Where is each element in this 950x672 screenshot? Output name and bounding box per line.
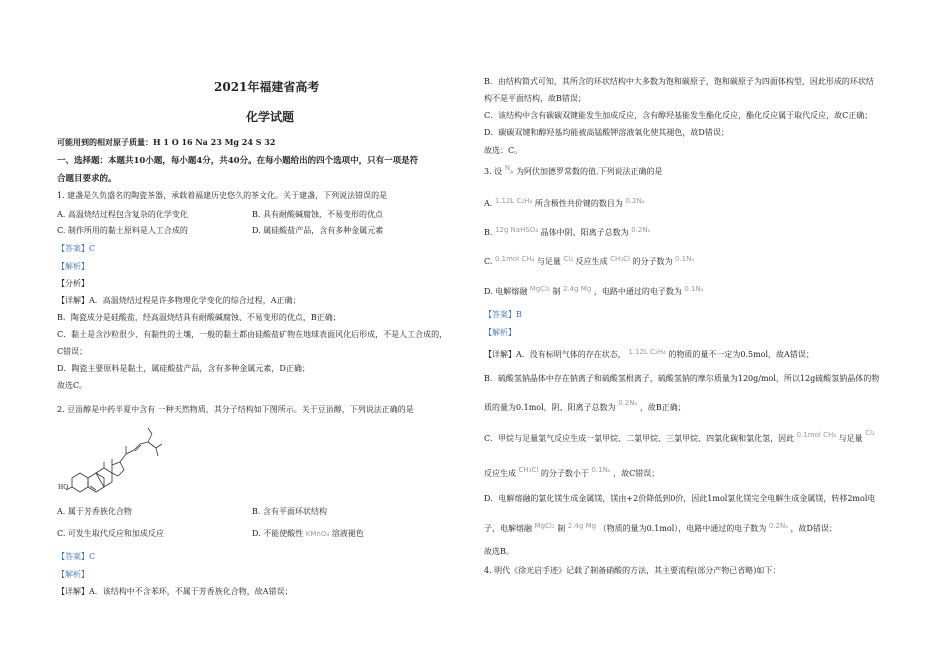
q3-na-sub: A <box>509 170 514 176</box>
q2-option-d-formula: KMnO₄ <box>305 530 330 538</box>
q3-detail-c-formula4: 0.1Nₐ <box>591 466 611 474</box>
q2-detail-b-line2: 构不是平面结构，故B错误； <box>484 94 586 103</box>
q3-option-c-formula3: CH₃Cl <box>610 255 630 263</box>
q1-option-b: B. 具有耐酸碱腐蚀、不易变形的优点 <box>252 210 383 219</box>
q3-option-d-text1: 制 <box>552 287 561 296</box>
q3-na-symbol: N <box>504 164 510 172</box>
q1-option-c: C. 制作所用的黏土原料是人工合成的 <box>57 226 188 235</box>
q1-fenxi-tag: 【分析】 <box>57 279 89 288</box>
q3-option-b <box>484 228 650 238</box>
q2-analysis-tag: 【解析】 <box>57 570 89 579</box>
q3-option-c-text2: 反应生成 <box>575 257 608 266</box>
q1-option-a: A. 高温烧结过程包含复杂的化学变化 <box>57 210 188 219</box>
q3-option-d <box>484 287 704 297</box>
q3-option-b-formula2: 0.2Nₐ <box>631 226 651 234</box>
q3-detail-c-line2 <box>484 466 660 479</box>
q3-detail-b-text1: 质的量为0.1mol，阴、阳离子总数为 <box>484 403 616 412</box>
q3-detail-c-text3: 反应生成 <box>484 469 516 478</box>
q2-detail-c: C．该结构中含有碳碳双键能发生加成反应，含有醇羟基能发生酯化反应，酯化反应属于取代反应，故C正确； <box>484 111 873 120</box>
q3-option-d-text2: ，电路中通过的电子数为 <box>593 287 682 296</box>
q3-option-b-formula1: 12g NaHSO₄ <box>494 226 539 234</box>
q3-detail-a-formula: 1.12L C₂H₄ <box>628 348 666 356</box>
atomic-mass-line: 可能用到的相对原子质量：H 1 O 16 Na 23 Mg 24 S 32 <box>57 137 276 147</box>
q3-option-a <box>484 199 645 209</box>
q3-detail-d-line2 <box>484 524 837 534</box>
q3-detail-c-text4: 的分子数小于 <box>540 469 589 478</box>
q3-detail-b-formula: 0.2Nₐ <box>618 399 638 407</box>
q2-ho-label: HO <box>58 484 69 491</box>
q4-stem: 4. 明代《徐光启手迹》记载了制备硝酸的方法，其主要流程(部分产物已省略)如下： <box>484 566 781 575</box>
q2-option-c: C. 可发生取代反应和加成反应 <box>57 529 164 538</box>
q3-detail-d-text1: 子，电解熔融 <box>484 524 532 533</box>
q3-option-a-formula1: 1.12L C₂H₄ <box>494 197 533 205</box>
section1-heading-line2: 合题目要求的。 <box>57 174 117 184</box>
q3-detail-d-line1: D．电解熔融的氯化镁生成金属镁，镁由+2价降低到0价，因此1mol氯化镁完全电解生成金属镁，转移2mol电 <box>484 494 876 503</box>
q2-detail-d: D．碳碳双键和醇羟基均能被高锰酸钾溶液氧化使其褪色，故D错误； <box>484 128 729 137</box>
q1-conclusion: 故选C。 <box>57 381 88 390</box>
q3-detail-b-text2: ，故B正确； <box>639 403 686 412</box>
stigmasterol-structure-image <box>60 420 170 495</box>
q3-detail-a-text1: 【详解】A．没有标明气体的存在状态， <box>484 350 626 359</box>
q3-detail-c-formula3: CH₃Cl <box>518 466 539 474</box>
q2-option-d <box>252 529 364 539</box>
q3-detail-d-text2: 制 <box>557 524 566 533</box>
q3-stem-pre: 3. 设 <box>484 167 503 176</box>
q3-option-d-formula2: 2.4g Mg <box>562 285 592 293</box>
q1-answer: 【答案】C <box>57 244 96 253</box>
q3-detail-d-formula2: 2.4g Mg <box>567 522 597 530</box>
q2-option-a: A. 属于芳香族化合物 <box>57 507 132 516</box>
exam-subtitle: 化学试题 <box>246 110 295 124</box>
q2-stem: 2. 豆甾醇是中药半夏中含有 一种天然物质，其分子结构如下图所示。关于豆甾醇，下列说法正确的是 <box>57 405 414 414</box>
q3-detail-d-text4: ，故D错误； <box>790 524 837 533</box>
q3-detail-c-formula1: 0.1mol CH₄ <box>796 431 837 439</box>
q3-option-c-formula1: 0.1mol CH₄ <box>494 255 535 263</box>
q3-option-d-formula1: MgCl₂ <box>529 285 550 293</box>
q1-detail-c-line1: C．黏土是含沙粒很少、有黏性的土壤，一般的黏土都由硅酸盐矿物在地球表面风化后形成，不是人工合成的， <box>57 330 448 339</box>
q2-detail-b-line1: B．由结构简式可知，其所含的环状结构中大多数为饱和碳原子，饱和碳原子为四面体构型，因此形成的环状结 <box>484 77 874 86</box>
q2-option-d-post: 溶液褪色 <box>331 529 364 538</box>
q3-option-b-text: 晶体中阴、阳离子总数为 <box>540 228 629 237</box>
q1-detail-b: B．陶瓷成分是硅酸盐，经高温烧结具有耐酸碱腐蚀、不易变形的优点，B正确； <box>57 313 341 322</box>
q3-stem-post: 为阿伏加德罗常数的值.下列说法正确的是 <box>515 167 663 176</box>
exam-title: 2021年福建省高考 <box>214 80 320 94</box>
q3-option-a-label: A. <box>484 199 493 208</box>
q1-detail-c-line2: C错误； <box>57 347 88 356</box>
q3-option-c <box>484 257 694 267</box>
q3-detail-c-formula2: Cl₂ <box>865 429 875 437</box>
q2-option-b: B. 含有平面环状结构 <box>252 507 327 516</box>
q2-answer: 【答案】C <box>57 552 96 561</box>
q3-detail-c-text5: ，故C错误； <box>613 469 660 478</box>
q3-detail-c-line1 <box>484 429 875 444</box>
q3-option-c-text3: 的分子数为 <box>632 257 673 266</box>
q1-detail-a: 【详解】A．高温烧结过程是许多物理化学变化的综合过程，A正确； <box>57 296 301 305</box>
section1-heading-line1: 一、选择题：本题共10小题，每小题4分，共40分。在每小题给出的四个选项中，只有一项是符 <box>57 156 419 166</box>
q3-detail-d-formula1: MgCl₂ <box>534 522 555 530</box>
q3-option-d-formula3: 0.1Nₐ <box>684 285 704 293</box>
q3-detail-b-line1: B．硫酸氢钠晶体中存在钠离子和硫酸氢根离子，硫酸氢钠的摩尔质量为120g/mol，所以12g硫酸氢钠晶体的物 <box>484 374 880 383</box>
q3-detail-a-text2: 的物质的量不一定为0.5mol，故A错误； <box>668 350 814 359</box>
q3-stem <box>484 164 663 178</box>
q2-option-d-pre: D. 不能使酸性 <box>252 529 304 538</box>
q3-detail-d-formula3: 0.2Nₐ <box>768 522 788 530</box>
q1-stem: 1. 建盏是久负盛名的陶瓷茶器，承载着福建历史悠久的茶文化。关于建盏，下列说法错误的是 <box>57 191 388 200</box>
q3-option-a-text: 所含极性共价键的数目为 <box>534 199 623 208</box>
q1-analysis-tag: 【解析】 <box>57 262 89 271</box>
q2-conclusion: 故选：C。 <box>484 146 523 155</box>
q3-detail-a <box>484 350 814 360</box>
q3-detail-c-text1: C．甲烷与足量氯气反应生成一氯甲烷、二氯甲烷、三氯甲烷、四氯化碳和氯化氢，因此 <box>484 434 795 443</box>
q3-option-b-label: B. <box>484 228 493 237</box>
q3-option-a-formula2: 0.2Nₐ <box>625 197 645 205</box>
q3-option-c-formula4: 0.1Nₐ <box>675 255 695 263</box>
q3-conclusion: 故选B。 <box>484 547 514 556</box>
q3-option-c-text1: 与足量 <box>536 257 561 266</box>
q3-detail-c-text2: 与足量 <box>838 434 863 443</box>
q3-option-c-formula2: Cl₂ <box>563 255 574 263</box>
q3-option-d-label: D. 电解熔融 <box>484 287 528 296</box>
q3-answer: 【答案】B <box>484 310 522 319</box>
q2-detail-a: 【详解】A．该结构中不含苯环，不属于芳香族化合物，故A错误； <box>57 587 293 596</box>
q3-option-c-label: C. <box>484 257 493 266</box>
q3-detail-d-text3: （物质的量为0.1mol），电路中通过的电子数为 <box>598 524 767 533</box>
q1-detail-d: D．陶瓷主要原料是黏土，属硅酸盐产品，含有多种金属元素，D正确； <box>57 364 310 373</box>
q3-analysis-tag: 【解析】 <box>484 328 516 337</box>
q1-option-d: D. 属硅酸盐产品，含有多种金属元素 <box>252 226 384 235</box>
q3-detail-b-line2 <box>484 399 686 413</box>
